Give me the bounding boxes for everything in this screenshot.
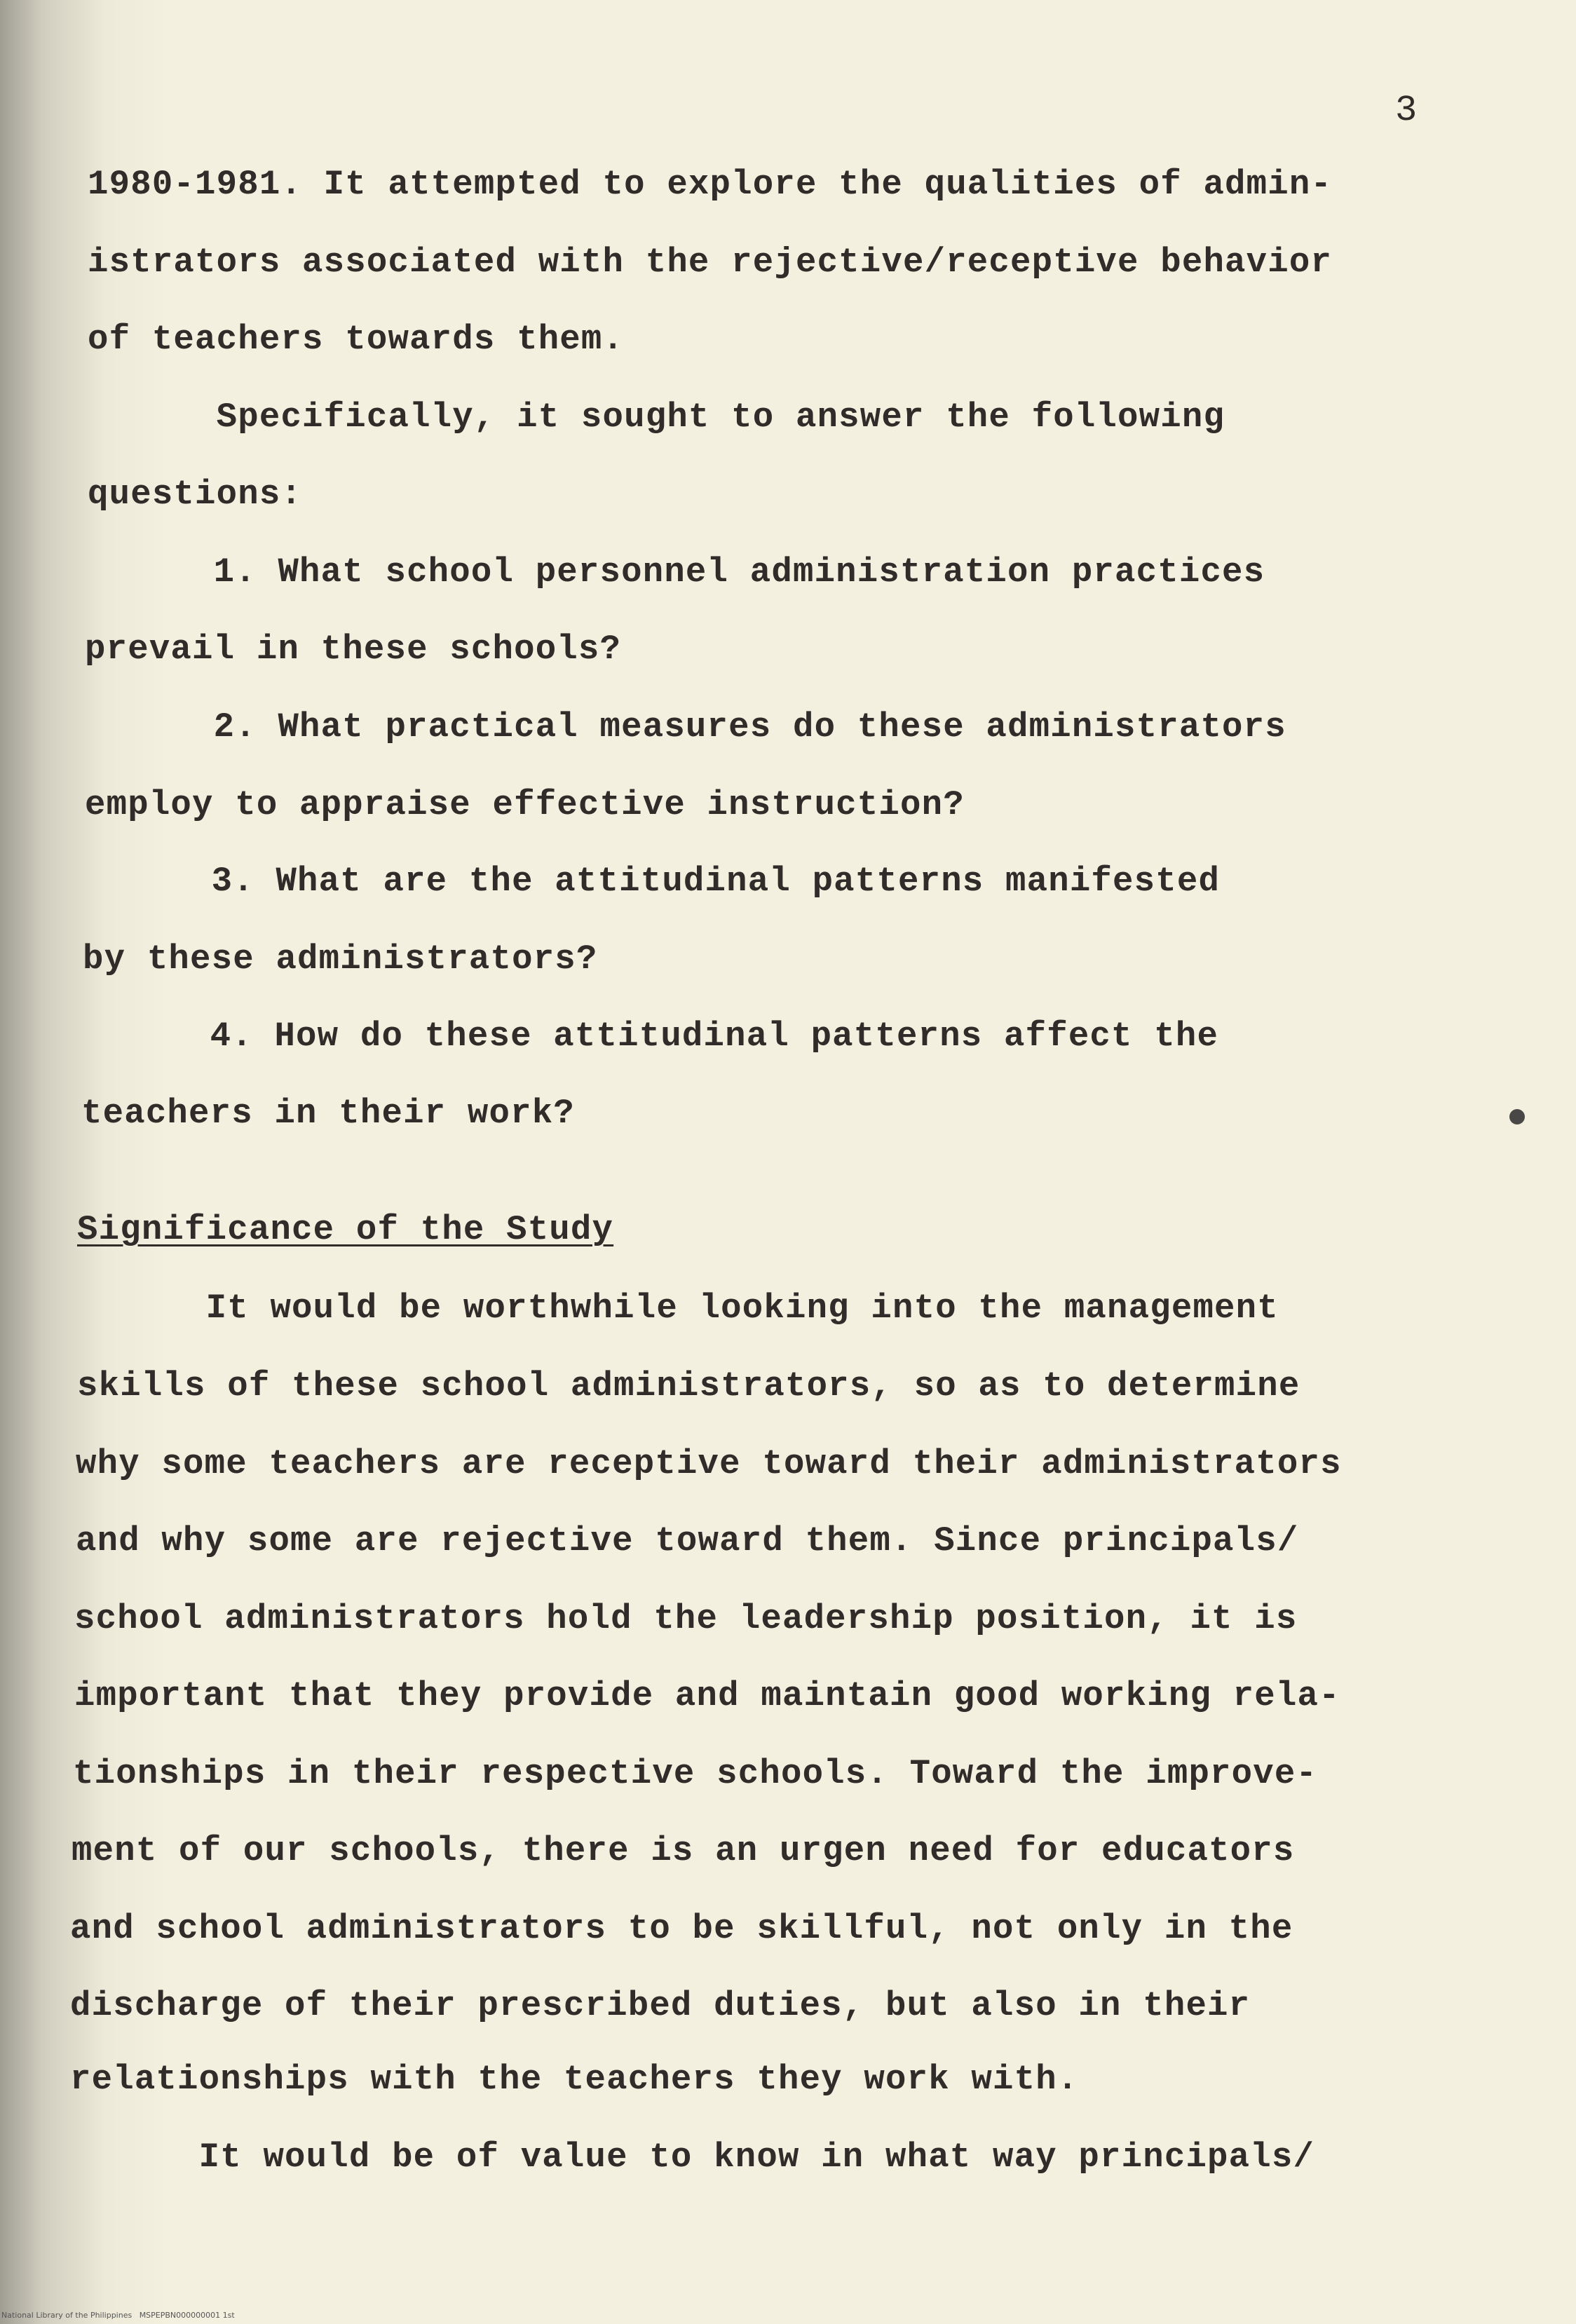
intro-line-2: istrators associated with the rejective/receptive behavior — [88, 243, 1333, 282]
significance-line-3: why some teachers are receptive toward their administrators — [76, 1444, 1342, 1483]
intro-line-1: 1980-1981. It attempted to explore the qualities of admin- — [88, 165, 1333, 204]
significance-line-2: skills of these school administrators, so as to determine — [77, 1366, 1300, 1406]
significance-line-11: relationships with the teachers they work with. — [70, 2060, 1079, 2099]
significance-line-1: It would be worthwhile looking into the management — [77, 1289, 1279, 1328]
significance-line-4: and why some are rejective toward them. Since principals/ — [76, 1521, 1299, 1561]
question-3-line-2: by these administrators? — [83, 939, 598, 979]
page-number: 3 — [1395, 90, 1418, 131]
intro-line-3: of teachers towards them. — [88, 320, 625, 359]
questions-intro-line-2: questions: — [88, 475, 303, 514]
question-1-line-2: prevail in these schools? — [85, 630, 622, 669]
significance-line-9: and school administrators to be skillful, not only in the — [70, 1909, 1293, 1948]
significance-line-5: school administrators hold the leadership position, it is — [74, 1599, 1298, 1638]
significance-line-8: ment of our schools, there is an urgen need for educators — [72, 1831, 1295, 1870]
question-2-line-1: 2. What practical measures do these administrators — [85, 707, 1286, 747]
question-2-line-2: employ to appraise effective instruction? — [85, 785, 965, 824]
significance-line-6: important that they provide and maintain good working rela- — [74, 1676, 1340, 1715]
question-4-line-2: teachers in their work? — [81, 1094, 575, 1133]
question-3-line-1: 3. What are the attitudinal patterns manifested — [83, 862, 1221, 901]
last-paragraph-line-1: It would be of value to know in what way principals/ — [70, 2138, 1315, 2177]
significance-line-10: discharge of their prescribed duties, but also in their — [70, 1986, 1251, 2025]
question-4-line-1: 4. How do these attitudinal patterns affect the — [81, 1017, 1219, 1056]
section-heading: Significance of the Study — [77, 1210, 614, 1249]
scan-footer: National Library of the Philippines MSPEPBN000000001 1st — [1, 2311, 235, 2320]
question-1-line-1: 1. What school personnel administration practices — [85, 552, 1265, 592]
questions-intro-line-1: Specifically, it sought to answer the following — [88, 397, 1225, 437]
ink-spot — [1509, 1109, 1525, 1124]
significance-line-7: tionships in their respective schools. Toward the improve- — [73, 1754, 1318, 1793]
